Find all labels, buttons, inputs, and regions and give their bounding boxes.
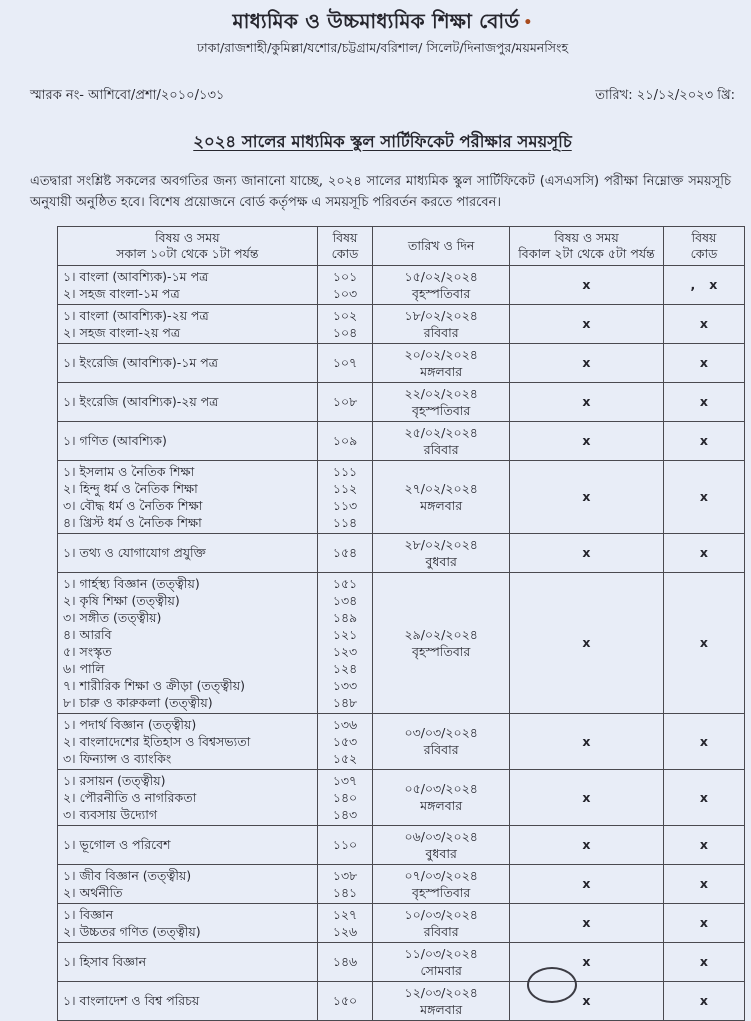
afternoon-code-cell — [663, 825, 744, 864]
subject-line: ৪। আরবি — [63, 626, 112, 642]
document-header — [30, 8, 735, 60]
afternoon-code-cell — [663, 533, 744, 572]
exam-date: ২২/০২/২০২৪ — [404, 385, 478, 401]
subject-cell — [58, 825, 318, 864]
afternoon-cell — [510, 713, 664, 769]
afternoon-code-x-mark: x — [699, 789, 708, 805]
exam-day: রবিবার — [423, 324, 459, 340]
subject-line: ১। ইংরেজি (আবশ্যিক)-২য় পত্র — [63, 394, 219, 410]
stamp-circle-partial — [527, 967, 577, 1003]
title-dot: • — [523, 14, 533, 31]
subject-cell — [58, 421, 318, 460]
subject-code: ১৩৬ — [332, 716, 358, 732]
afternoon-cell — [510, 343, 664, 382]
exam-day: মঙ্গলবার — [420, 497, 463, 513]
exam-date: ০৩/০৩/২০২৪ — [404, 725, 478, 741]
subject-code: ১৫০ — [332, 993, 358, 1009]
subject-line: ২। উচ্চতর গণিত (তত্ত্বীয়) — [63, 923, 201, 939]
exam-day: রবিবার — [423, 441, 459, 457]
date-cell — [373, 343, 510, 382]
subject-code: ১০৭ — [332, 355, 358, 371]
subject-code-cell — [317, 769, 373, 825]
afternoon-x-mark: x — [582, 837, 591, 853]
header-afternoon-subject-line2: বিকাল ২টা থেকে ৫টা পর্যন্ত — [518, 245, 655, 261]
afternoon-cell — [510, 903, 664, 942]
schedule-row — [58, 343, 745, 382]
afternoon-x-mark: x — [582, 316, 591, 332]
subject-cell — [58, 942, 318, 981]
subject-cell — [58, 533, 318, 572]
afternoon-x-mark: x — [582, 489, 591, 505]
subject-code: ১৫৪ — [332, 545, 358, 561]
exam-date: ১৮/০২/২০২৪ — [404, 307, 478, 323]
subject-code: ১১১ — [332, 463, 358, 479]
afternoon-x-mark: x — [582, 733, 591, 749]
schedule-table-body — [58, 265, 745, 1020]
header-row — [58, 226, 745, 265]
exam-day: বুধবার — [425, 845, 457, 861]
exam-date: ০৭/০৩/২০২৪ — [404, 867, 478, 883]
subject-code-cell — [317, 864, 373, 903]
subject-code: ১৫২ — [332, 750, 358, 766]
schedule-row — [58, 382, 745, 421]
exam-day: মঙ্গলবার — [420, 1001, 463, 1017]
subject-code-cell — [317, 713, 373, 769]
memo-number: স্মারক নং- আশিবো/প্রশা/২০১০/১৩১ — [30, 87, 225, 103]
subject-line: ১। গণিত (আবশ্যিক) — [63, 433, 167, 449]
afternoon-x-mark: x — [582, 355, 591, 371]
subject-line: ৪। খ্রিস্ট ধর্ম ও নৈতিক শিক্ষা — [63, 514, 202, 530]
afternoon-code-x-mark: x — [699, 993, 708, 1009]
subject-code: ১৪৩ — [332, 806, 358, 822]
notice-title: ২০২৪ সালের মাধ্যমিক স্কুল সার্টিফিকেট পরীক্ষার সময়সূচি — [193, 131, 572, 151]
subject-code: ১১৪ — [332, 514, 358, 530]
subject-line: ৩। ফিন্যান্স ও ব্যাংকিং — [63, 750, 172, 766]
subject-line: ৫। সংস্কৃত — [63, 643, 112, 659]
header-afternoon-subject — [510, 226, 664, 265]
exam-date: ২০/০২/২০২৪ — [404, 346, 478, 362]
exam-date: ১৫/০২/২০২৪ — [404, 268, 478, 284]
subject-code: ১২৬ — [332, 923, 358, 939]
date-cell — [373, 864, 510, 903]
subject-code: ১০৯ — [332, 433, 358, 449]
schedule-row — [58, 421, 745, 460]
header-morning-subject — [58, 226, 318, 265]
board-title-text: মাধ্যমিক ও উচ্চমাধ্যমিক শিক্ষা বোর্ড — [232, 9, 520, 33]
subject-code-cell — [317, 265, 373, 304]
schedule-row — [58, 903, 745, 942]
afternoon-x-mark: x — [582, 876, 591, 892]
exam-date: ২৫/০২/২০২৪ — [404, 424, 478, 440]
date-cell — [373, 382, 510, 421]
subject-code-cell — [317, 343, 373, 382]
subject-line: ১। গার্হস্থ্য বিজ্ঞান (তত্ত্বীয়) — [63, 575, 200, 591]
subject-line: ১। ভূগোল ও পরিবেশ — [63, 837, 171, 853]
afternoon-code-cell — [663, 981, 744, 1020]
subject-code: ১২৭ — [332, 906, 358, 922]
subject-code-cell — [317, 533, 373, 572]
board-title — [30, 8, 735, 36]
subject-code: ১৪৬ — [332, 954, 358, 970]
schedule-row — [58, 460, 745, 533]
date-cell — [373, 713, 510, 769]
subject-line: ১। বিজ্ঞান — [63, 906, 114, 922]
subject-code: ১০২ — [332, 307, 358, 323]
exam-day: বৃহস্পতিবার — [412, 884, 471, 900]
afternoon-x-mark: x — [582, 915, 591, 931]
exam-date: ১১/০৩/২০২৪ — [404, 945, 478, 961]
subject-line: ২। অর্থনীতি — [63, 884, 123, 900]
afternoon-x-mark: x — [582, 277, 591, 293]
header-morning-subject-line1: বিষয় ও সময় — [155, 229, 220, 245]
subject-cell — [58, 265, 318, 304]
afternoon-cell — [510, 825, 664, 864]
header-afternoon-code — [663, 226, 744, 265]
afternoon-code-x-mark: x — [699, 489, 708, 505]
afternoon-cell — [510, 572, 664, 713]
subject-cell — [58, 572, 318, 713]
exam-day: সোমবার — [420, 962, 462, 978]
subject-line: ১। ইসলাম ও নৈতিক শিক্ষা — [63, 463, 195, 479]
subject-code-cell — [317, 382, 373, 421]
afternoon-code-x-mark: x — [699, 954, 708, 970]
subject-code: ১৪০ — [332, 789, 358, 805]
subject-line: ৮। চারু ও কারুকলা (তত্ত্বীয়) — [63, 694, 213, 710]
exam-date: ২৯/০২/২০২৪ — [404, 626, 478, 642]
header-subject-code-line1: বিষয় — [332, 229, 358, 245]
header-afternoon-code-line2: কোড — [690, 245, 718, 261]
schedule-row — [58, 769, 745, 825]
exam-day: রবিবার — [423, 923, 459, 939]
memo-row — [30, 86, 735, 107]
header-morning-subject-line2: সকাল ১০টা থেকে ১টা পর্যন্ত — [116, 245, 259, 261]
subject-code: ১০১ — [332, 268, 358, 284]
afternoon-x-mark: x — [582, 545, 591, 561]
subject-line: ২। সহজ বাংলা-১ম পত্র — [63, 285, 180, 301]
afternoon-code-x-mark: x — [699, 876, 708, 892]
exam-day: বৃহস্পতিবার — [412, 643, 471, 659]
subject-line: ৩। ব্যবসায় উদ্যোগ — [63, 806, 158, 822]
subject-line: ২। পৌরনীতি ও নাগরিকতা — [63, 789, 197, 805]
subject-code: ১৩৩ — [332, 677, 358, 693]
date-cell — [373, 265, 510, 304]
subject-line: ১। বাংলাদেশ ও বিশ্ব পরিচয় — [63, 993, 200, 1009]
afternoon-code-cell — [663, 903, 744, 942]
schedule-row — [58, 864, 745, 903]
exam-day: বুধবার — [425, 553, 457, 569]
schedule-row — [58, 942, 745, 981]
subject-line: ২। বাংলাদেশের ইতিহাস ও বিশ্বসভ্যতা — [63, 733, 251, 749]
subject-code: ১২১ — [332, 626, 358, 642]
subject-cell — [58, 382, 318, 421]
afternoon-x-mark: x — [582, 394, 591, 410]
date-cell — [373, 572, 510, 713]
afternoon-code-x-mark: x — [699, 316, 708, 332]
subject-cell — [58, 769, 318, 825]
afternoon-code-x-mark: x — [699, 545, 708, 561]
exam-date: ০৫/০৩/২০২৪ — [404, 781, 478, 797]
afternoon-code-x-mark: x — [699, 915, 708, 931]
afternoon-code-x-mark: x — [699, 635, 708, 651]
subject-line: ১। বাংলা (আবশ্যিক)-১ম পত্র — [63, 268, 209, 284]
exam-date: ০৬/০৩/২০২৪ — [404, 828, 478, 844]
afternoon-x-mark: x — [582, 433, 591, 449]
subject-code: ১৩৮ — [332, 867, 358, 883]
afternoon-cell — [510, 533, 664, 572]
subject-code: ১০৮ — [332, 394, 358, 410]
header-afternoon-code-line1: বিষয় — [691, 229, 717, 245]
subject-code: ১৩৭ — [332, 772, 358, 788]
subject-code-cell — [317, 981, 373, 1020]
date-cell — [373, 903, 510, 942]
subject-line: ৭। শারীরিক শিক্ষা ও ক্রীড়া (তত্ত্বীয়) — [63, 677, 245, 693]
afternoon-cell — [510, 265, 664, 304]
afternoon-code-cell — [663, 460, 744, 533]
exam-date: ১০/০৩/২০২৪ — [404, 906, 478, 922]
schedule-row — [58, 981, 745, 1020]
date-cell — [373, 460, 510, 533]
subject-cell — [58, 903, 318, 942]
subject-code: ১০৩ — [332, 285, 358, 301]
subject-line: ৬। পালি — [63, 660, 105, 676]
exam-day: মঙ্গলবার — [420, 363, 463, 379]
date-cell — [373, 533, 510, 572]
afternoon-cell — [510, 864, 664, 903]
exam-day: বৃহস্পতিবার — [412, 402, 471, 418]
subject-code-cell — [317, 304, 373, 343]
afternoon-cell — [510, 421, 664, 460]
date-cell — [373, 421, 510, 460]
afternoon-code-x-mark: x — [699, 355, 708, 371]
afternoon-x-mark: x — [582, 954, 591, 970]
exam-day: বৃহস্পতিবার — [412, 285, 471, 301]
afternoon-code-cell — [663, 713, 744, 769]
subject-code: ১১০ — [332, 837, 358, 853]
subject-line: ২। সহজ বাংলা-২য় পত্র — [63, 324, 181, 340]
subject-code-cell — [317, 572, 373, 713]
afternoon-cell — [510, 769, 664, 825]
afternoon-code-cell — [663, 864, 744, 903]
schedule-table-header — [58, 226, 745, 265]
subject-code: ১৪১ — [332, 884, 358, 900]
schedule-row — [58, 572, 745, 713]
afternoon-cell — [510, 382, 664, 421]
date-cell — [373, 942, 510, 981]
subject-code: ১২৪ — [332, 660, 358, 676]
afternoon-code-cell — [663, 769, 744, 825]
schedule-row — [58, 533, 745, 572]
subject-code-cell — [317, 825, 373, 864]
subject-line: ৩। সঙ্গীত (তত্ত্বীয়) — [63, 609, 162, 625]
subject-code: ১১৩ — [332, 497, 358, 513]
subject-line: ১। হিসাব বিজ্ঞান — [63, 954, 147, 970]
issue-date: তারিখ: ২১/১২/২০২৩ খ্রি: — [595, 87, 735, 103]
subject-code: ১২৩ — [332, 643, 358, 659]
subject-code-cell — [317, 460, 373, 533]
subject-code-cell — [317, 942, 373, 981]
afternoon-code-cell — [663, 265, 744, 304]
exam-day: মঙ্গলবার — [420, 798, 463, 814]
exam-day: রবিবার — [423, 742, 459, 758]
date-cell — [373, 825, 510, 864]
subject-line: ১। পদার্থ বিজ্ঞান (তত্ত্বীয়) — [63, 716, 197, 732]
afternoon-code-x-mark: x — [699, 433, 708, 449]
subject-cell — [58, 713, 318, 769]
subject-line: ১। জীব বিজ্ঞান (তত্ত্বীয়) — [63, 867, 192, 883]
exam-date: ২৮/০২/২০২৪ — [404, 536, 478, 552]
subject-line: ২। হিন্দু ধর্ম ও নৈতিক শিক্ষা — [63, 480, 198, 496]
board-offices-line: ঢাকা/রাজশাহী/কুমিল্লা/যশোর/চট্টগ্রাম/বরিশাল/ সিলেট/দিনাজপুর/ময়মনসিংহ — [196, 39, 569, 55]
header-subject-code-line2: কোড — [331, 245, 359, 261]
subject-line: ৩। বৌদ্ধ ধর্ম ও নৈতিক শিক্ষা — [63, 497, 203, 513]
afternoon-x-mark: x — [582, 993, 591, 1009]
subject-line: ১। তথ্য ও যোগাযোগ প্রযুক্তি — [63, 545, 206, 561]
afternoon-code-cell — [663, 343, 744, 382]
exam-date: ১২/০৩/২০২৪ — [404, 984, 478, 1000]
afternoon-code-cell — [663, 382, 744, 421]
subject-code: ১০৪ — [332, 324, 358, 340]
subject-code: ১৪৮ — [332, 694, 358, 710]
afternoon-code-x-mark: x — [699, 733, 708, 749]
header-date-day: তারিখ ও দিন — [373, 226, 510, 265]
subject-code-cell — [317, 421, 373, 460]
subject-cell — [58, 864, 318, 903]
subject-code: ১১২ — [332, 480, 358, 496]
date-cell — [373, 304, 510, 343]
date-cell — [373, 769, 510, 825]
header-afternoon-subject-line1: বিষয় ও সময় — [554, 229, 619, 245]
exam-date: ২৭/০২/২০২৪ — [404, 480, 478, 496]
afternoon-code-cell — [663, 942, 744, 981]
date-cell — [373, 981, 510, 1020]
subject-code: ১৫৩ — [332, 733, 358, 749]
subject-cell — [58, 981, 318, 1020]
afternoon-x-mark: x — [582, 789, 591, 805]
afternoon-x-mark: x — [582, 635, 591, 651]
subject-line: ১। বাংলা (আবশ্যিক)-২য় পত্র — [63, 307, 209, 323]
intro-paragraph: এতদ্বারা সংশ্লিষ্ট সকলের অবগতির জন্য জানানো যাচ্ছে, ২০২৪ সালের মাধ্যমিক স্কুল সার্টিফিকেট (এসএসসি) পরীক্ষা নিম্নোক্ত সময়সূচি অনুযায়ী অনুষ্ঠিত হবে। বিশেষ প্রয়োজনে বোর্ড কর্তৃপক্ষ এ সময়সূচি পরিবর্তন করতে পারবেন। — [30, 173, 731, 210]
afternoon-code-cell — [663, 421, 744, 460]
afternoon-code-x-mark: x — [699, 394, 708, 410]
stray-mark: , — [690, 277, 696, 293]
exam-schedule-table — [57, 226, 745, 1021]
header-subject-code — [317, 226, 373, 265]
subject-line: ১। ইংরেজি (আবশ্যিক)-১ম পত্র — [63, 355, 218, 371]
subject-cell — [58, 343, 318, 382]
subject-line: ১। রসায়ন (তত্ত্বীয়) — [63, 772, 166, 788]
schedule-row — [58, 265, 745, 304]
subject-cell — [58, 460, 318, 533]
subject-code: ১৪৯ — [332, 609, 358, 625]
afternoon-cell — [510, 304, 664, 343]
subject-line: ২। কৃষি শিক্ষা (তত্ত্বীয়) — [63, 592, 180, 608]
subject-code: ১৫১ — [332, 575, 358, 591]
afternoon-code-cell — [663, 304, 744, 343]
schedule-row — [58, 825, 745, 864]
subject-cell — [58, 304, 318, 343]
schedule-row — [58, 713, 745, 769]
schedule-row — [58, 304, 745, 343]
afternoon-code-cell — [663, 572, 744, 713]
subject-code-cell — [317, 903, 373, 942]
afternoon-code-x-mark: x — [699, 837, 708, 853]
afternoon-code-x-mark: x — [709, 277, 718, 293]
afternoon-cell — [510, 460, 664, 533]
subject-code: ১৩৪ — [332, 592, 358, 608]
